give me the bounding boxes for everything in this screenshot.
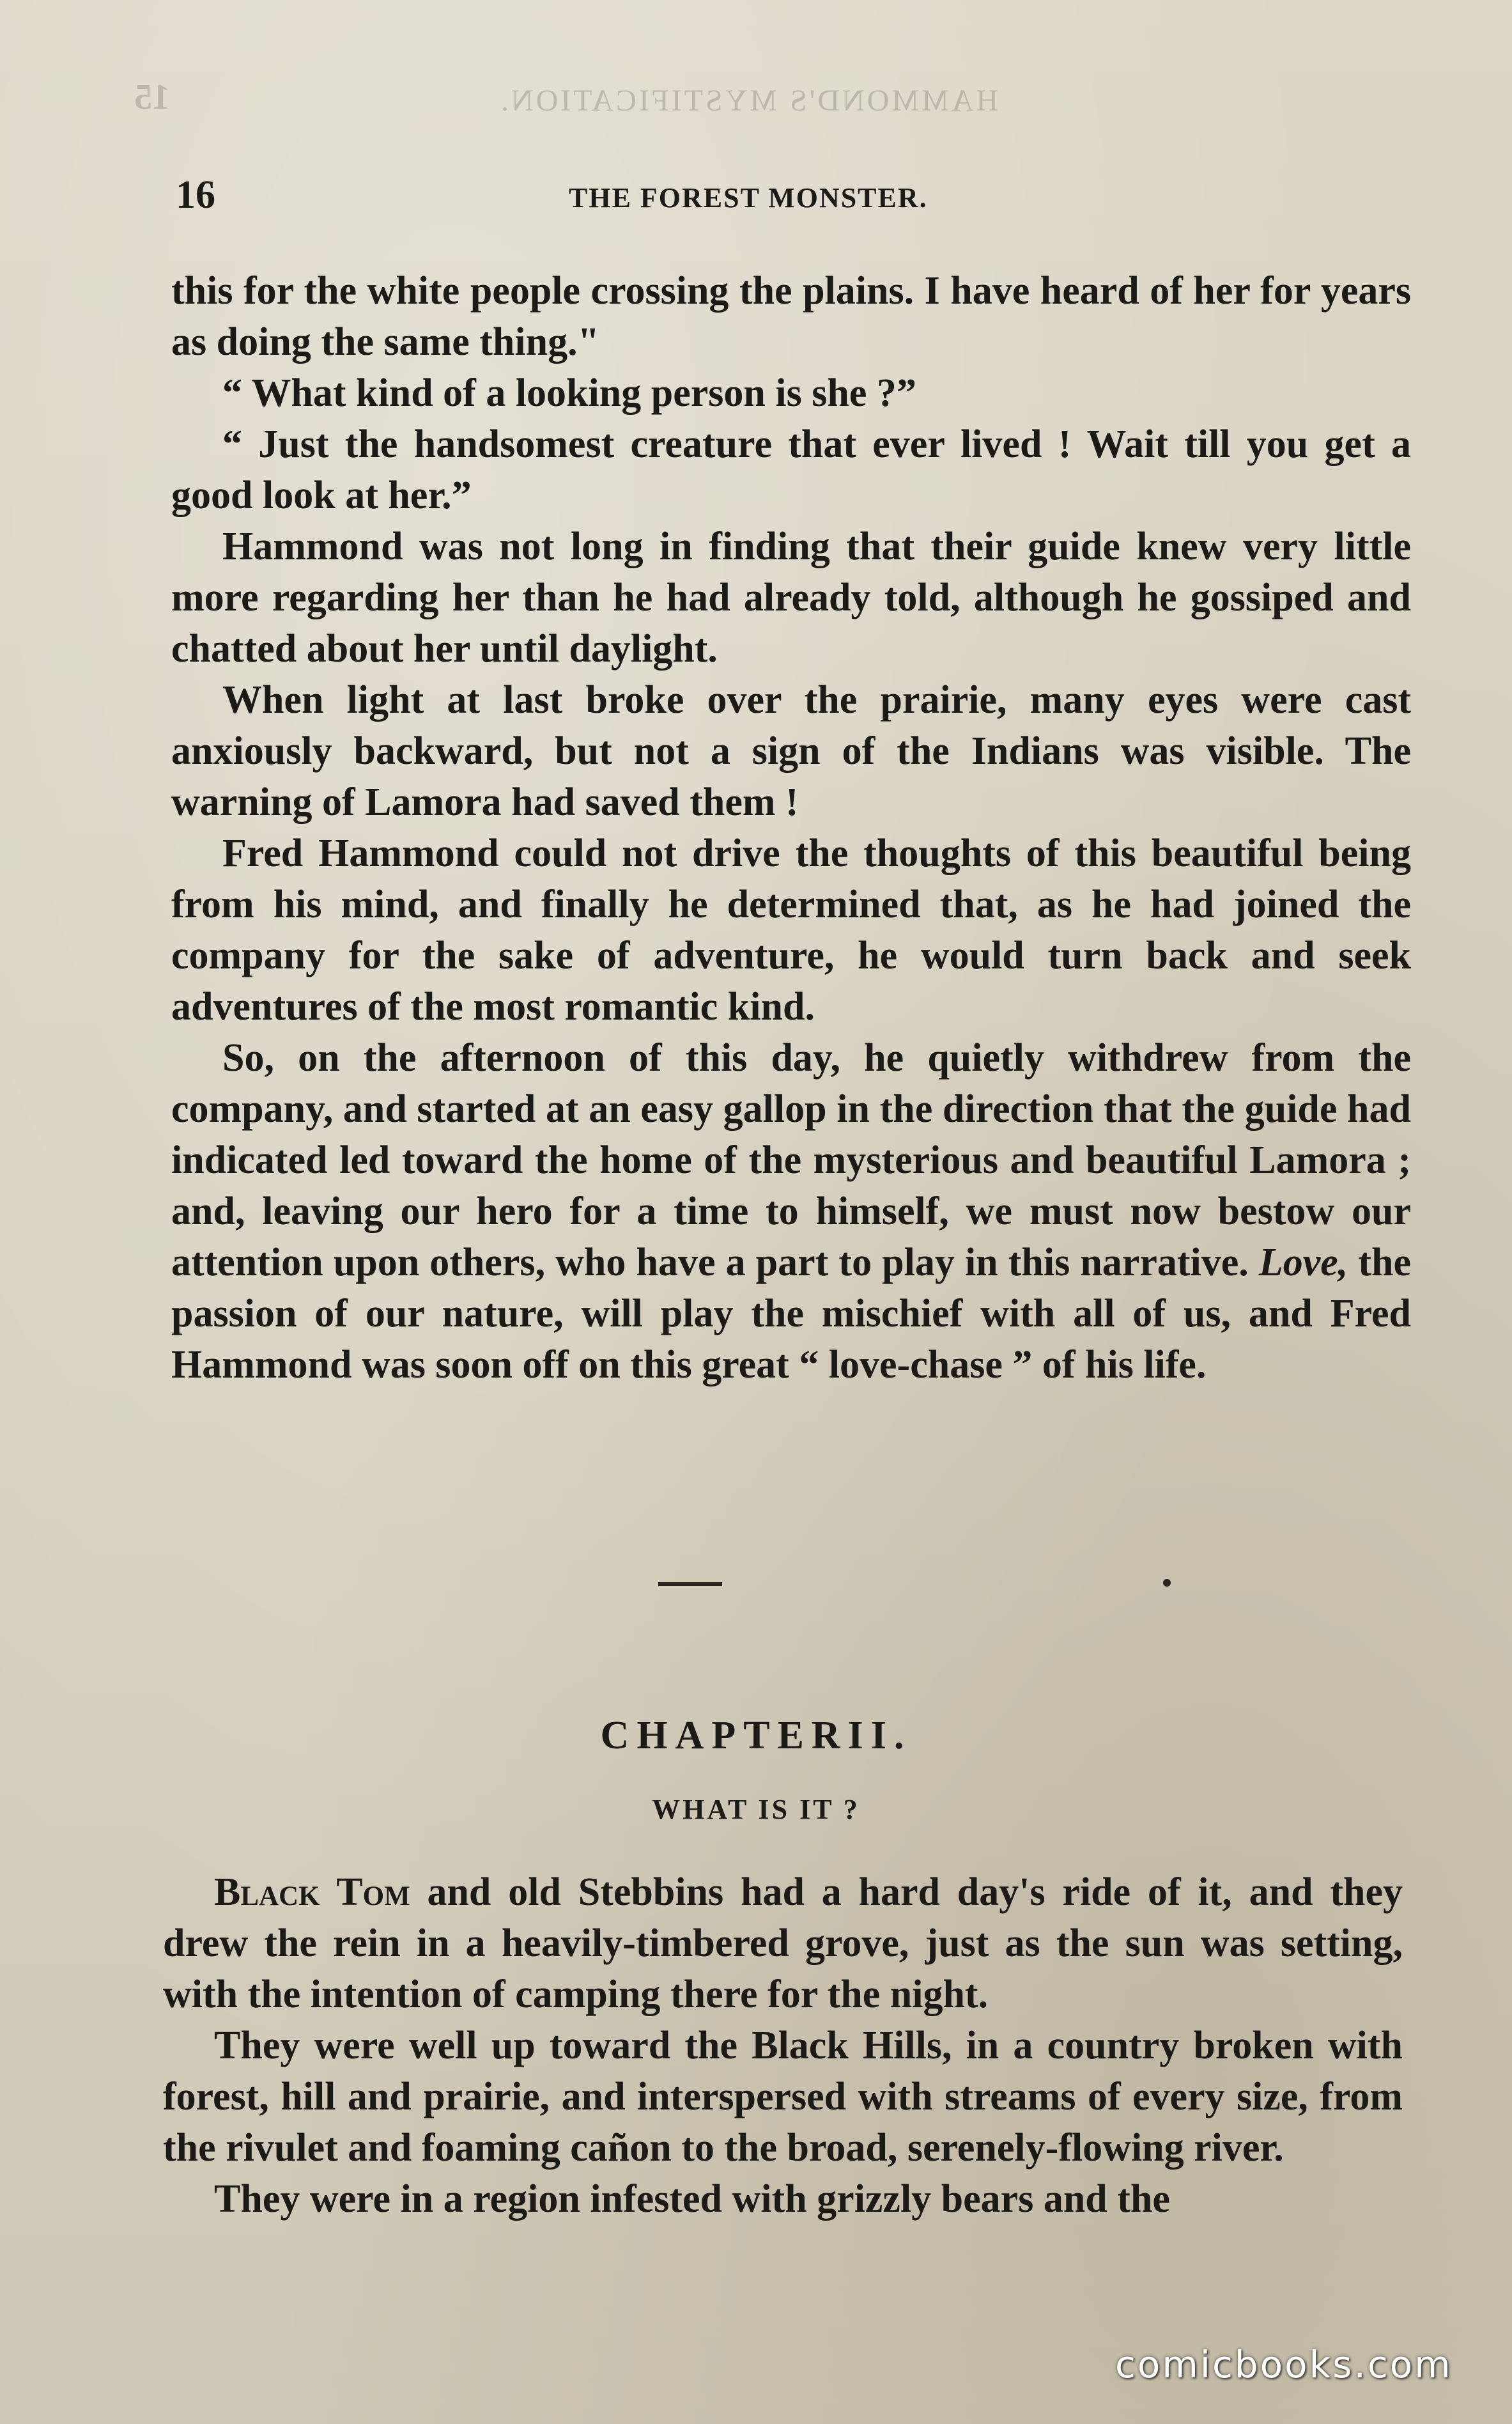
- page-header: [0, 173, 1512, 224]
- watermark: comicbooks.com: [1115, 2343, 1453, 2386]
- paragraph-continuation: the passion of our nature, will play the mischief with all of us, and Fred Hammond was soon off on this great “ love-chase ” of his life.: [171, 1241, 1411, 1387]
- chapter-subtitle: WHAT IS IT ?: [652, 1794, 860, 1825]
- paragraph: “ What kind of a looking person is she ?”: [222, 371, 916, 415]
- bleed-through-header: HAMMOND'S MYSTIFICATION.: [498, 84, 999, 118]
- running-head: THE FOREST MONSTER.: [569, 182, 928, 214]
- separator-dot: [1163, 1579, 1171, 1587]
- chapter-body-text: [163, 1867, 1403, 2225]
- emphasis-love: Love,: [1258, 1241, 1348, 1284]
- paragraph: [163, 1867, 1403, 2020]
- paragraph: They were well up toward the Black Hills, in a country broken with forest, hill and prairie, and interspersed with streams of every size, from the rivulet and foaming cañon to the broad, serenely-flowing river.: [163, 2024, 1403, 2170]
- paragraph: Fred Hammond could not drive the thoughts of this beautiful being from his mind, and finally he determined that, as he had joined the company for the sake of adventure, he would turn back and seek adventures of the most romantic kind.: [171, 832, 1411, 1029]
- chapter-title: CHAPTERII.: [600, 1714, 912, 1757]
- body-text: [171, 265, 1411, 1390]
- paragraph: They were in a region infested with grizzly bears and the: [214, 2177, 1170, 2221]
- page-number: 16: [176, 173, 215, 217]
- paragraph: When light at last broke over the prairie, many eyes were cast anxiously backward, but not a sign of the Indians was visible. The warning of Lamora had saved them !: [171, 678, 1411, 824]
- paragraph: [171, 1032, 1411, 1390]
- paragraph: “ Just the handsomest creature that ever lived ! Wait till you get a good look at her.”: [171, 423, 1411, 517]
- paragraph: this for the white people crossing the plains. I have heard of her for years as doing the same thing.": [171, 269, 1411, 364]
- paragraph: Hammond was not long in finding that their guide knew very little more regarding her than he had already told, although he gossiped and chatted about her until daylight.: [171, 525, 1411, 671]
- bleed-through-page-number: 15: [134, 77, 170, 117]
- paragraph-text: So, on the afternoon of this day, he quietly withdrew from the company, and started at an easy gallop in the direction that the guide had indicated led toward the home of the mysterious and beautiful Lamora ; and, leaving our hero for a time to himself, we must now bestow our attention upon others, who have a part to play in this narrative.: [171, 1036, 1411, 1284]
- section-separator: [658, 1582, 722, 1586]
- paragraph-text: and old Stebbins had a hard day's ride of it, and they drew the rein in a heavily-timbered grove, just as the sun was setting, with the intention of camping there for the night.: [163, 1870, 1403, 2016]
- opening-small-caps: Black Tom: [214, 1870, 410, 1914]
